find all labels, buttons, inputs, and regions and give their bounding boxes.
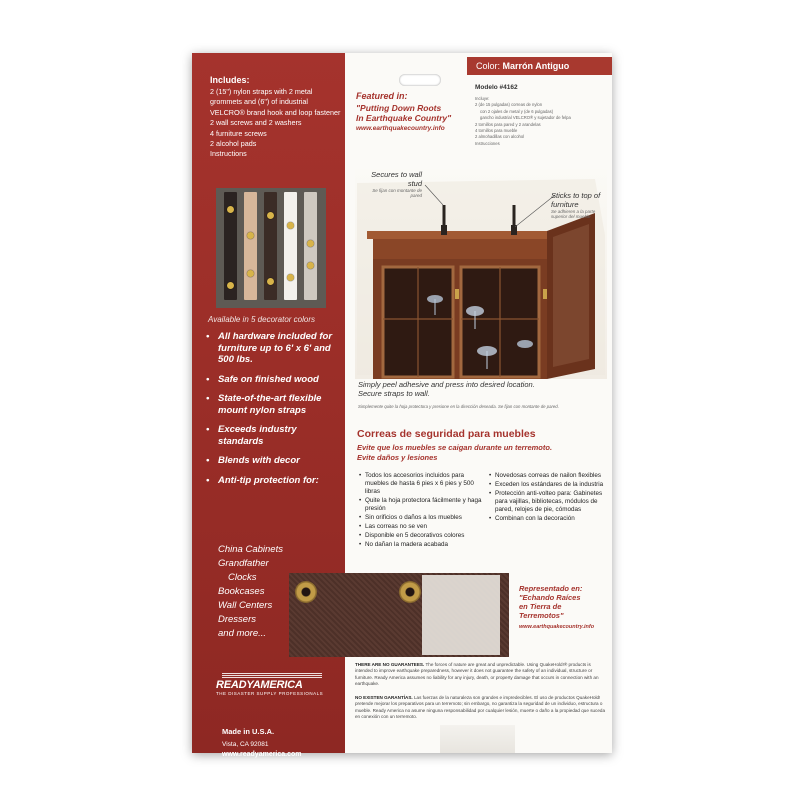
includes-item: VELCRO® brand hook and loop fastener: [210, 107, 341, 117]
peel-instructions-es: Simplemente quite la hoja protectora y presione en la dirección deseada. Se fijan con montante de pared.: [358, 404, 559, 409]
anti-tip-item: Clocks: [228, 572, 257, 583]
strap-swatch: [244, 192, 257, 300]
representado-title-line2: en Tierra de: [519, 602, 562, 611]
incluye-item: 2 almohadillas con alcohol: [475, 134, 525, 140]
anti-tip-item: and more...: [218, 628, 267, 639]
includes-list: [210, 87, 345, 160]
strap-color-photo: [216, 188, 326, 308]
instruction-sheet: [422, 575, 500, 655]
spanish-feature-item: • Disponible en 5 decorativos colores: [359, 532, 487, 540]
spanish-feature-item: • No dañan la madera acabada: [359, 541, 487, 549]
representado-block: [519, 584, 609, 630]
spanish-feature-item: • Todos los accesorios incluidos para muebles de hasta 6 pies x 6 pies y 500 libras: [359, 472, 487, 497]
disclaimer-es-head: NO EXISTEN GARANTÍAS.: [355, 695, 413, 700]
grommet-icon: [295, 581, 317, 603]
strap-swatch: [264, 192, 277, 300]
ready-america-logo: [216, 673, 326, 696]
includes-title: Includes:: [210, 75, 250, 85]
feature-item: • Exceeds industry standards: [206, 424, 344, 447]
includes-item: 2 alcohol pads: [210, 139, 257, 149]
disclaimer-es: [355, 695, 605, 720]
flag-stripes-icon: [222, 673, 322, 679]
disclaimer-en-head: THERE ARE NO GUARANTEES.: [355, 662, 425, 667]
featured-in-label: Featured in:: [356, 91, 408, 101]
includes-item: 4 furniture screws: [210, 128, 267, 138]
incluye-item: 2 tornillos para pared y 2 arandelas: [475, 121, 541, 127]
representado-url: www.earthquakecountry.info: [519, 624, 595, 630]
website-label: www.readyamerica.com: [222, 751, 302, 758]
anti-tip-item: Wall Centers: [218, 600, 273, 611]
feature-item: • State-of-the-art flexible mount nylon straps: [206, 393, 344, 416]
spanish-features-left: [359, 472, 487, 549]
callout-wall-stud-text: Secures to wall stud: [371, 170, 422, 188]
anti-tip-item: Dressers: [218, 614, 257, 625]
peel-line1: Simply peel adhesive and press into desired location.: [358, 380, 535, 389]
featured-url: www.earthquakecountry.info: [356, 125, 445, 132]
spanish-feature-item: • Quite la hoja protectora fácilmente y haga presión: [359, 497, 487, 513]
made-in-label: Made in U.S.A.: [222, 727, 275, 736]
incluye-list: [475, 96, 605, 147]
grommet-icon: [399, 581, 421, 603]
spanish-feature-item: • Combinan con la decoración: [489, 515, 609, 523]
includes-item: 2 wall screws and 2 washers: [210, 118, 302, 128]
disclaimer-es-body: Las fuerzas de la naturaleza son grandes e impredecibles. El uso de productos QuakeHold! pretende mejorar los preparativos para un terremoto; sin embargo, no garantiza la seguridad de un individuo, estructura o mueble. Ready America no asume ninguna responsabilidad por cualquier lesión, muerte o daño a la propiedad que suceda en conexión con un terremoto.: [355, 695, 606, 719]
anti-tip-item: China Cabinets: [218, 544, 283, 555]
package-back: [192, 53, 612, 758]
disclaimer-en-body: The forces of nature are great and unpredictable. Using QuakeHold!® products is intended to improve earthquake preparedness, however it does not guarantee the safety of an individual, structure or furniture. Ready America assumes no liability for any injury, death, or property damage that occurs in connection with an earthquake.: [355, 662, 599, 686]
spanish-feature-item: • Sin orificios o daños a los muebles: [359, 514, 487, 522]
callout-wall-stud: [364, 170, 422, 198]
feature-item: • Safe on finished wood: [206, 374, 344, 386]
spanish-subtitle-line2: Evite daños y lesiones: [357, 453, 438, 462]
spanish-subtitle-line1: Evite que los muebles se caigan durante un terremoto.: [357, 443, 553, 452]
spanish-subtitle: [357, 443, 607, 463]
strap-swatch: [304, 192, 317, 300]
disclaimer-en: [355, 662, 605, 687]
incluye-item: 4 tornillos para mueble: [475, 128, 518, 134]
spanish-features-right: [489, 472, 609, 524]
color-value: Marrón Antiguo: [502, 61, 570, 71]
incluye-item: Incluye:: [475, 96, 490, 101]
incluye-item: 2 (de 15 pulgadas) correas de nylon: [475, 102, 543, 108]
peel-line2: Secure straps to wall.: [358, 389, 430, 398]
representado-label: Representado en:: [519, 584, 583, 593]
callout-wall-stud-es: Se fijan con montante de pared: [372, 188, 422, 198]
callout-top-furniture-text: Sticks to top of furniture: [551, 191, 601, 209]
bottom-tab: [440, 725, 515, 753]
includes-item: 2 (15") nylon straps with 2 metal: [210, 87, 313, 96]
color-label: Color:: [476, 61, 501, 71]
feature-item: • All hardware included for furniture up to 6' x 6' and 500 lbs.: [206, 331, 344, 366]
city-label: Vista, CA 92081: [222, 741, 269, 748]
callout-top-furniture-es: Se adhieren a la parte superior del mueble: [551, 209, 596, 219]
representado-title-line3: Terremotos": [519, 611, 564, 620]
spanish-feature-item: • Exceden los estándares de la industria: [489, 481, 609, 489]
incluye-item: Instrucciones: [475, 140, 500, 146]
strap-swatch: [284, 192, 297, 300]
available-colors-caption: Available in 5 decorator colors: [208, 315, 316, 324]
incluye-item: con 2 ojales de metal y (de 6 pulgadas): [480, 108, 554, 114]
spanish-title: Correas de seguridad para muebles: [357, 428, 536, 440]
color-banner: [467, 57, 612, 75]
representado-title-line1: "Echando Raíces: [519, 593, 581, 602]
brand-name: READYAMERICA: [216, 679, 303, 691]
anti-tip-item: Grandfather: [218, 558, 269, 569]
featured-in-block: [356, 91, 451, 132]
peel-instructions: [358, 380, 603, 398]
feature-item: • Anti-tip protection for:: [206, 475, 344, 487]
includes-item: Instructions: [210, 149, 247, 159]
hang-hole: [399, 74, 441, 86]
feature-item: • Blends with decor: [206, 455, 344, 467]
anti-tip-list: [218, 543, 283, 641]
spanish-feature-item: • Las correas no se ven: [359, 523, 487, 531]
includes-item: grommets and (6") of industrial: [210, 97, 309, 107]
anti-tip-item: Bookcases: [218, 586, 265, 597]
model-number: Modelo #4162: [475, 84, 518, 91]
strap-swatch: [224, 192, 237, 300]
incluye-item: gancho industrial VELCRO® y sujetador de felpa: [480, 115, 571, 121]
brand-tagline: THE DISASTER SUPPLY PROFESSIONALS: [216, 691, 324, 696]
callout-top-furniture: [551, 191, 607, 219]
featured-title-line2: In Earthquake Country": [356, 113, 452, 123]
spanish-feature-item: • Novedosas correas de nailon flexibles: [489, 472, 609, 480]
feature-list: [206, 331, 344, 494]
featured-title-line1: "Putting Down Roots: [356, 103, 442, 113]
spanish-feature-item: • Protección anti-volteo para: Gabinetes para vajillas, bibliotecas, módulos de pared, relojes de pie, cómodas: [489, 490, 609, 515]
